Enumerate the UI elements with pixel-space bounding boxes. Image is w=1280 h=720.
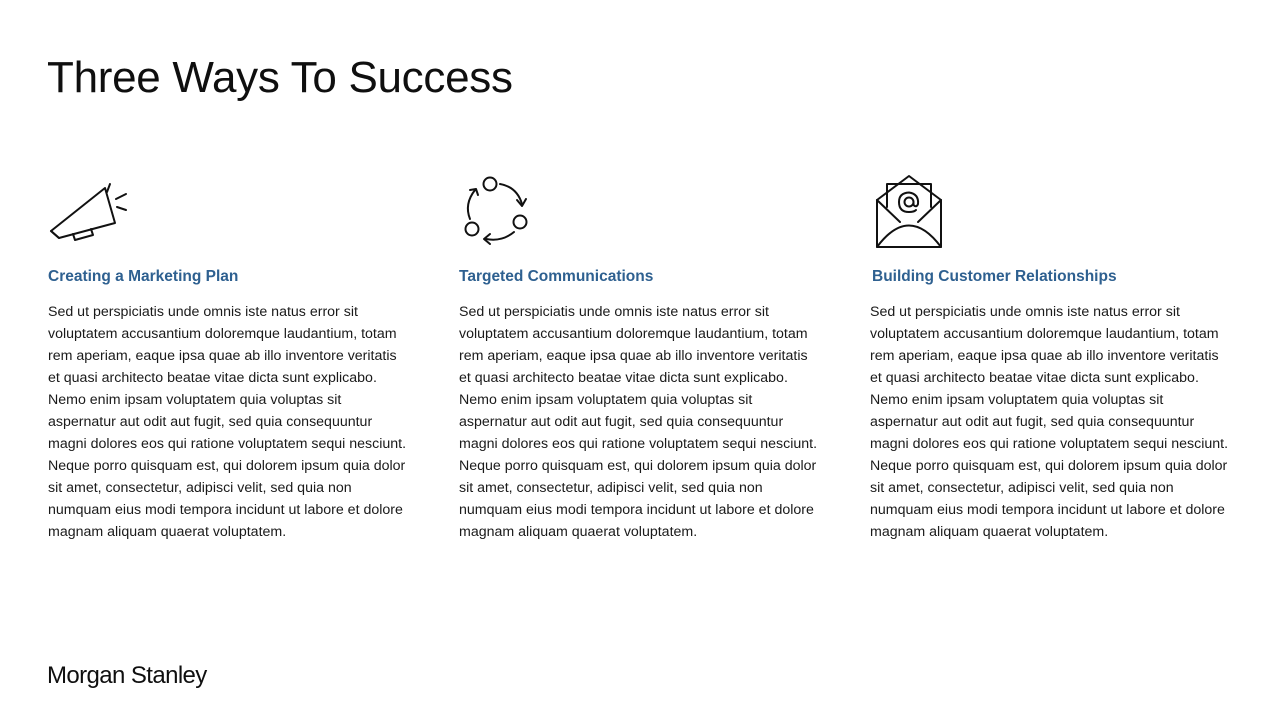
column-marketing-plan (48, 174, 410, 543)
column-heading: Building Customer Relationships (872, 268, 1117, 285)
column-body-text: Sed ut perspiciatis unde omnis iste natus error sit voluptatem accusantium doloremque laudantium, totam rem aperiam, eaque ipsa quae ab illo inventore veritatis et quasi architecto beatae vitae dicta sunt explicabo. Nemo enim ipsam voluptatem quia voluptas sit aspernatur aut odit aut fugit, sed quia consequuntur magni dolores eos qui ratione voluptatem sequi nesciunt. Neque porro quisquam est, qui dolorem ipsum quia dolor sit amet, consectetur, adipisci velit, sed quia non numquam eius modi tempora incidunt ut labore et dolore magnam aliquam quaerat voluptatem. (459, 304, 818, 540)
column-heading: Targeted Communications (459, 268, 654, 285)
email-envelope-icon (870, 174, 950, 252)
morgan-stanley-logo: Morgan Stanley (47, 662, 207, 689)
column-customer-relationships (870, 174, 1232, 543)
column-targeted-communications (459, 174, 821, 543)
slide-title: Three Ways To Success (47, 53, 513, 102)
column-body-text: Sed ut perspiciatis unde omnis iste natus error sit voluptatem accusantium doloremque laudantium, totam rem aperiam, eaque ipsa quae ab illo inventore veritatis et quasi architecto beatae vitae dicta sunt explicabo. Nemo enim ipsam voluptatem quia voluptas sit aspernatur aut odit aut fugit, sed quia consequuntur magni dolores eos qui ratione voluptatem sequi nesciunt. Neque porro quisquam est, qui dolorem ipsum quia dolor sit amet, consectetur, adipisci velit, sed quia non numquam eius modi tempora incidunt ut labore et dolore magnam aliquam quaerat voluptatem. (48, 304, 407, 540)
megaphone-icon (48, 174, 128, 252)
cycle-arrows-icon (459, 174, 539, 252)
column-heading: Creating a Marketing Plan (48, 268, 239, 285)
column-body-text: Sed ut perspiciatis unde omnis iste natus error sit voluptatem accusantium doloremque laudantium, totam rem aperiam, eaque ipsa quae ab illo inventore veritatis et quasi architecto beatae vitae dicta sunt explicabo. Nemo enim ipsam voluptatem quia voluptas sit aspernatur aut odit aut fugit, sed quia consequuntur magni dolores eos qui ratione voluptatem sequi nesciunt. Neque porro quisquam est, qui dolorem ipsum quia dolor sit amet, consectetur, adipisci velit, sed quia non numquam eius modi tempora incidunt ut labore et dolore magnam aliquam quaerat voluptatem. (870, 304, 1229, 540)
